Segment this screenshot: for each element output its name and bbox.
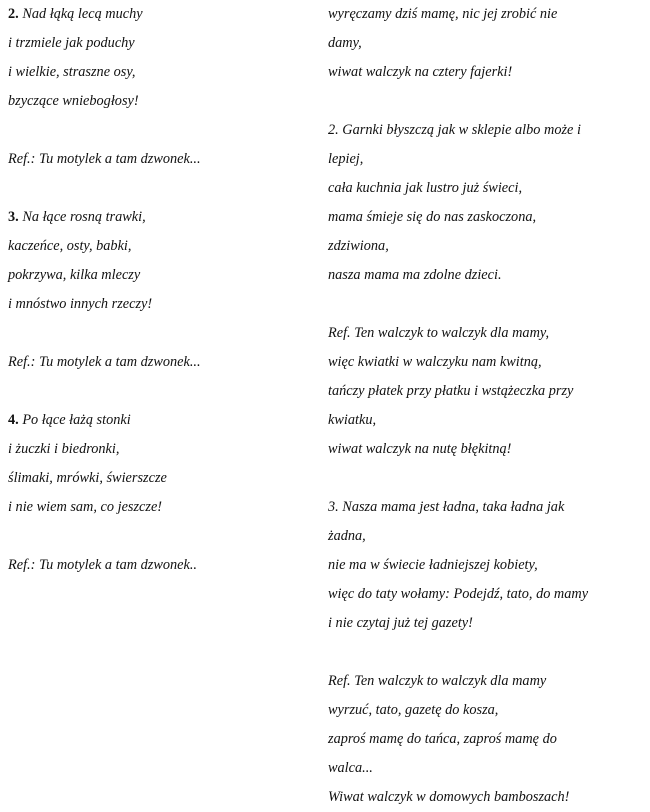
verse-line: nasza mama ma zdolne dzieci. [328, 267, 502, 283]
verse-4 [8, 406, 308, 522]
refrain-line: więc kwiatki w walczyku nam kwitną, [328, 354, 542, 370]
verse-text: Na łące rosną trawki, [22, 209, 146, 225]
refrain-line: tańczy płatek przy płatku i wstążeczka przy [328, 383, 574, 399]
stanza-gap [8, 377, 308, 406]
verse-2 [8, 0, 308, 116]
verse-line: pokrzywa, kilka mleczy [8, 267, 141, 283]
stanza-gap [328, 290, 646, 319]
verse-line: i mnóstwo innych rzeczy! [8, 296, 153, 312]
refrain-line: wyrzuć, tato, gazetę do kosza, [328, 702, 499, 718]
refrain-line: Ref.: Tu motylek a tam dzwonek.. [8, 557, 198, 573]
verse-line: i żuczki i biedronki, [8, 441, 120, 457]
verse-line: i trzmiele jak poduchy [8, 35, 135, 51]
stanza-gap [8, 319, 308, 348]
refrain-line: Ref.: Tu motylek a tam dzwonek... [8, 151, 201, 167]
verse-line: zdziwiona, [328, 238, 389, 254]
verse-3 [8, 203, 308, 319]
verse-line: mama śmieje się do nas zaskoczona, [328, 209, 537, 225]
left-column [8, 0, 308, 580]
verse-line: damy, [328, 35, 362, 51]
verse-line: ślimaki, mrówki, świerszcze [8, 470, 167, 486]
verse-line: cała kuchnia jak lustro już świeci, [328, 180, 523, 196]
refrain-right-1 [328, 319, 646, 464]
verse-line: kaczeńce, osty, babki, [8, 238, 132, 254]
refrain-line: kwiatku, [328, 412, 377, 428]
verse-line: nie ma w świecie ładniejszej kobiety, [328, 557, 538, 573]
verse-text: Nad łąką lecą muchy [22, 6, 143, 22]
verse-number: 3. [8, 209, 19, 225]
verse-line: więc do taty wołamy: Podejdź, tato, do mamy [328, 586, 589, 602]
stanza-gap [8, 522, 308, 551]
verse-line: bzyczące wniebogłosy! [8, 93, 139, 109]
verse-number: 4. [8, 412, 19, 428]
refrain-line: walca... [328, 760, 373, 776]
verse-2-right [328, 116, 646, 290]
verse-line [8, 203, 308, 232]
stanza-1-continuation [328, 0, 646, 87]
verse-line: 3. Nasza mama jest ładna, taka ładna jak [328, 499, 565, 515]
verse-line [8, 0, 308, 29]
verse-line [8, 406, 308, 435]
verse-number: 2. [8, 6, 19, 22]
verse-line: żadna, [328, 528, 366, 544]
stanza-gap [328, 464, 646, 493]
verse-line: lepiej, [328, 151, 364, 167]
verse-line: wyręczamy dziś mamę, nic jej zrobić nie [328, 6, 558, 22]
verse-line: wiwat walczyk na cztery fajerki! [328, 64, 513, 80]
stanza-gap [328, 638, 646, 667]
verse-line: i nie wiem sam, co jeszcze! [8, 499, 163, 515]
verse-text: Po łące łażą stonki [22, 412, 131, 428]
verse-line: i wielkie, straszne osy, [8, 64, 136, 80]
verse-line: 2. Garnki błyszczą jak w sklepie albo może i [328, 122, 581, 138]
refrain-line: zaproś mamę do tańca, zaproś mamę do [328, 731, 557, 747]
refrain-line: wiwat walczyk na nutę błękitną! [328, 441, 512, 457]
stanza-gap [8, 116, 308, 145]
refrain-line: Ref.: Tu motylek a tam dzwonek... [8, 354, 201, 370]
refrain-line: Wiwat walczyk w domowych bamboszach! [328, 789, 570, 805]
verse-3-right [328, 493, 646, 638]
refrain-line: Ref. Ten walczyk to walczyk dla mamy [328, 673, 547, 689]
verse-line: i nie czytaj już tej gazety! [328, 615, 473, 631]
refrain-right-2 [328, 667, 646, 812]
stanza-gap [8, 174, 308, 203]
right-column [328, 0, 646, 812]
stanza-gap [328, 87, 646, 116]
refrain-line: Ref. Ten walczyk to walczyk dla mamy, [328, 325, 550, 341]
